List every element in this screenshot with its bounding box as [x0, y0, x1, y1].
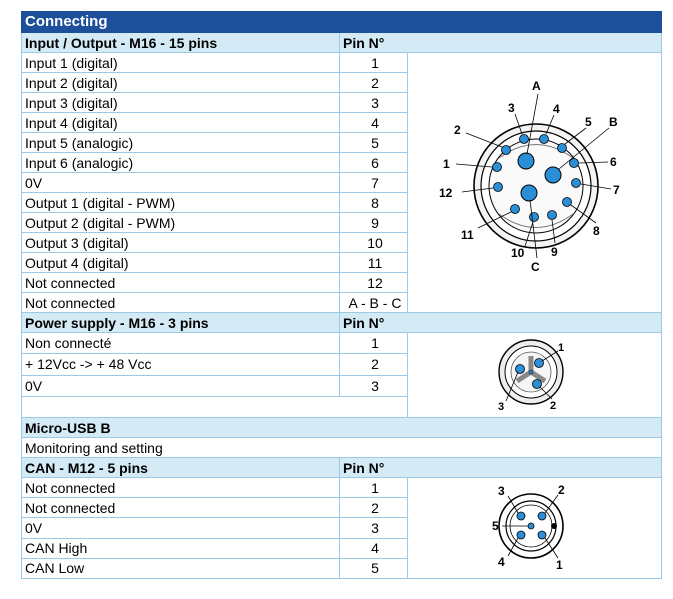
can-label: CAN High [22, 538, 340, 558]
connecting-table-container [21, 11, 661, 579]
pin-7 [572, 178, 581, 187]
m12-5pin-connector-diagram [476, 478, 596, 574]
diagram-label-11: 11 [461, 227, 474, 242]
power-section-header [22, 313, 662, 333]
connecting-table [21, 11, 662, 579]
io-label: Not connected [22, 293, 340, 313]
io-pin: 8 [340, 193, 408, 213]
diagram-label-12: 12 [439, 185, 453, 200]
power-pin: 1 [340, 333, 408, 354]
pin-1 [493, 162, 502, 171]
diagram-label-2: 2 [550, 400, 557, 412]
pin-2 [538, 512, 546, 520]
io-label: Output 2 (digital - PWM) [22, 213, 340, 233]
pin-1 [535, 359, 544, 368]
table-row [22, 438, 662, 458]
io-pin: 5 [340, 133, 408, 153]
io-label: Input 1 (digital) [22, 53, 340, 73]
io-pin: 12 [340, 273, 408, 293]
pin-5 [528, 523, 534, 529]
pin-3 [516, 365, 525, 374]
io-pin: 11 [340, 253, 408, 273]
can-pin: 2 [340, 498, 408, 518]
io-label: Input 6 (analogic) [22, 153, 340, 173]
io-pin: 3 [340, 93, 408, 113]
diagram-label-4: 4 [553, 101, 560, 116]
pin-10 [530, 212, 539, 221]
io-pin: 6 [340, 153, 408, 173]
table-title: Connecting [22, 12, 662, 33]
can-label: CAN Low [22, 558, 340, 578]
io-pin: 7 [340, 173, 408, 193]
io-header: Input / Output - M16 - 15 pins [22, 33, 340, 53]
io-pin: 10 [340, 233, 408, 253]
diagram-label-2: 2 [558, 483, 565, 497]
pin-12 [494, 182, 503, 191]
m16-15pin-connector-diagram [426, 76, 646, 286]
can-pin: 3 [340, 518, 408, 538]
diagram-label-2: 2 [454, 122, 461, 137]
pin-1 [538, 531, 546, 539]
io-label: 0V [22, 173, 340, 193]
can-header: CAN - M12 - 5 pins [22, 458, 340, 478]
diagram-label-7: 7 [613, 182, 620, 197]
diagram-label-3: 3 [508, 100, 515, 115]
io-label: Output 3 (digital) [22, 233, 340, 253]
io-label: Input 3 (digital) [22, 93, 340, 113]
power-pin: 3 [340, 375, 408, 396]
can-label: Not connected [22, 498, 340, 518]
can-pin-header: Pin N° [340, 458, 662, 478]
diagram-label-6: 6 [610, 154, 617, 169]
diagram-label-1: 1 [558, 342, 565, 354]
m16-3pin-connector-diagram [476, 333, 596, 413]
diagram-label-3: 3 [498, 484, 505, 498]
can-pin: 5 [340, 558, 408, 578]
table-row [22, 333, 662, 354]
usb-section-header [22, 418, 662, 438]
diagram-label-A: A [532, 78, 541, 93]
diagram-label-5: 5 [585, 114, 592, 129]
diagram-label-B: B [609, 114, 618, 129]
io-pin: A - B - C [340, 293, 408, 313]
io-pin: 2 [340, 73, 408, 93]
can-section-header [22, 458, 662, 478]
diagram-label-4: 4 [498, 555, 505, 569]
pin-6 [570, 158, 579, 167]
io-pin: 1 [340, 53, 408, 73]
pin-8 [563, 197, 572, 206]
can-label: 0V [22, 518, 340, 538]
diagram-label-1: 1 [443, 156, 450, 171]
io-label: Output 4 (digital) [22, 253, 340, 273]
pin-4 [517, 531, 525, 539]
pin-3 [517, 512, 525, 520]
io-pin: 9 [340, 213, 408, 233]
diagram-label-10: 10 [511, 245, 525, 260]
io-pin: 4 [340, 113, 408, 133]
table-row [22, 53, 662, 73]
m16-3pin-diagram-cell [408, 333, 662, 418]
power-label: + 12Vcc -> + 48 Vcc [22, 354, 340, 375]
title-row [22, 12, 662, 33]
power-label: 0V [22, 375, 340, 396]
pin-3 [520, 134, 529, 143]
m12-5pin-diagram-cell [408, 478, 662, 579]
m16-15pin-diagram-cell [408, 53, 662, 313]
diagram-label-8: 8 [593, 223, 600, 238]
io-label: Input 5 (analogic) [22, 133, 340, 153]
power-header: Power supply - M16 - 3 pins [22, 313, 340, 333]
diagram-label-C: C [531, 259, 540, 274]
diagram-label-3: 3 [498, 401, 505, 413]
io-label: Output 1 (digital - PWM) [22, 193, 340, 213]
diagram-label-1: 1 [556, 558, 563, 572]
power-pin-header: Pin N° [340, 313, 662, 333]
io-label: Not connected [22, 273, 340, 293]
pin-9 [548, 210, 557, 219]
power-label: Non connecté [22, 333, 340, 354]
usb-description: Monitoring and setting [22, 438, 662, 458]
can-pin: 1 [340, 478, 408, 498]
io-label: Input 2 (digital) [22, 73, 340, 93]
pin-2 [502, 145, 511, 154]
pin-A [518, 153, 534, 169]
io-section-header [22, 33, 662, 53]
can-pin: 4 [340, 538, 408, 558]
pin-C [521, 185, 537, 201]
pin-11 [511, 204, 520, 213]
usb-header: Micro-USB B [22, 418, 662, 438]
diagram-label-9: 9 [551, 244, 558, 259]
pin-5 [558, 143, 567, 152]
pin-4 [540, 134, 549, 143]
io-label: Input 4 (digital) [22, 113, 340, 133]
pin-B [545, 167, 561, 183]
diagram-label-5: 5 [492, 519, 499, 533]
can-label: Not connected [22, 478, 340, 498]
io-pin-header: Pin N° [340, 33, 662, 53]
power-pin: 2 [340, 354, 408, 375]
table-row [22, 478, 662, 498]
